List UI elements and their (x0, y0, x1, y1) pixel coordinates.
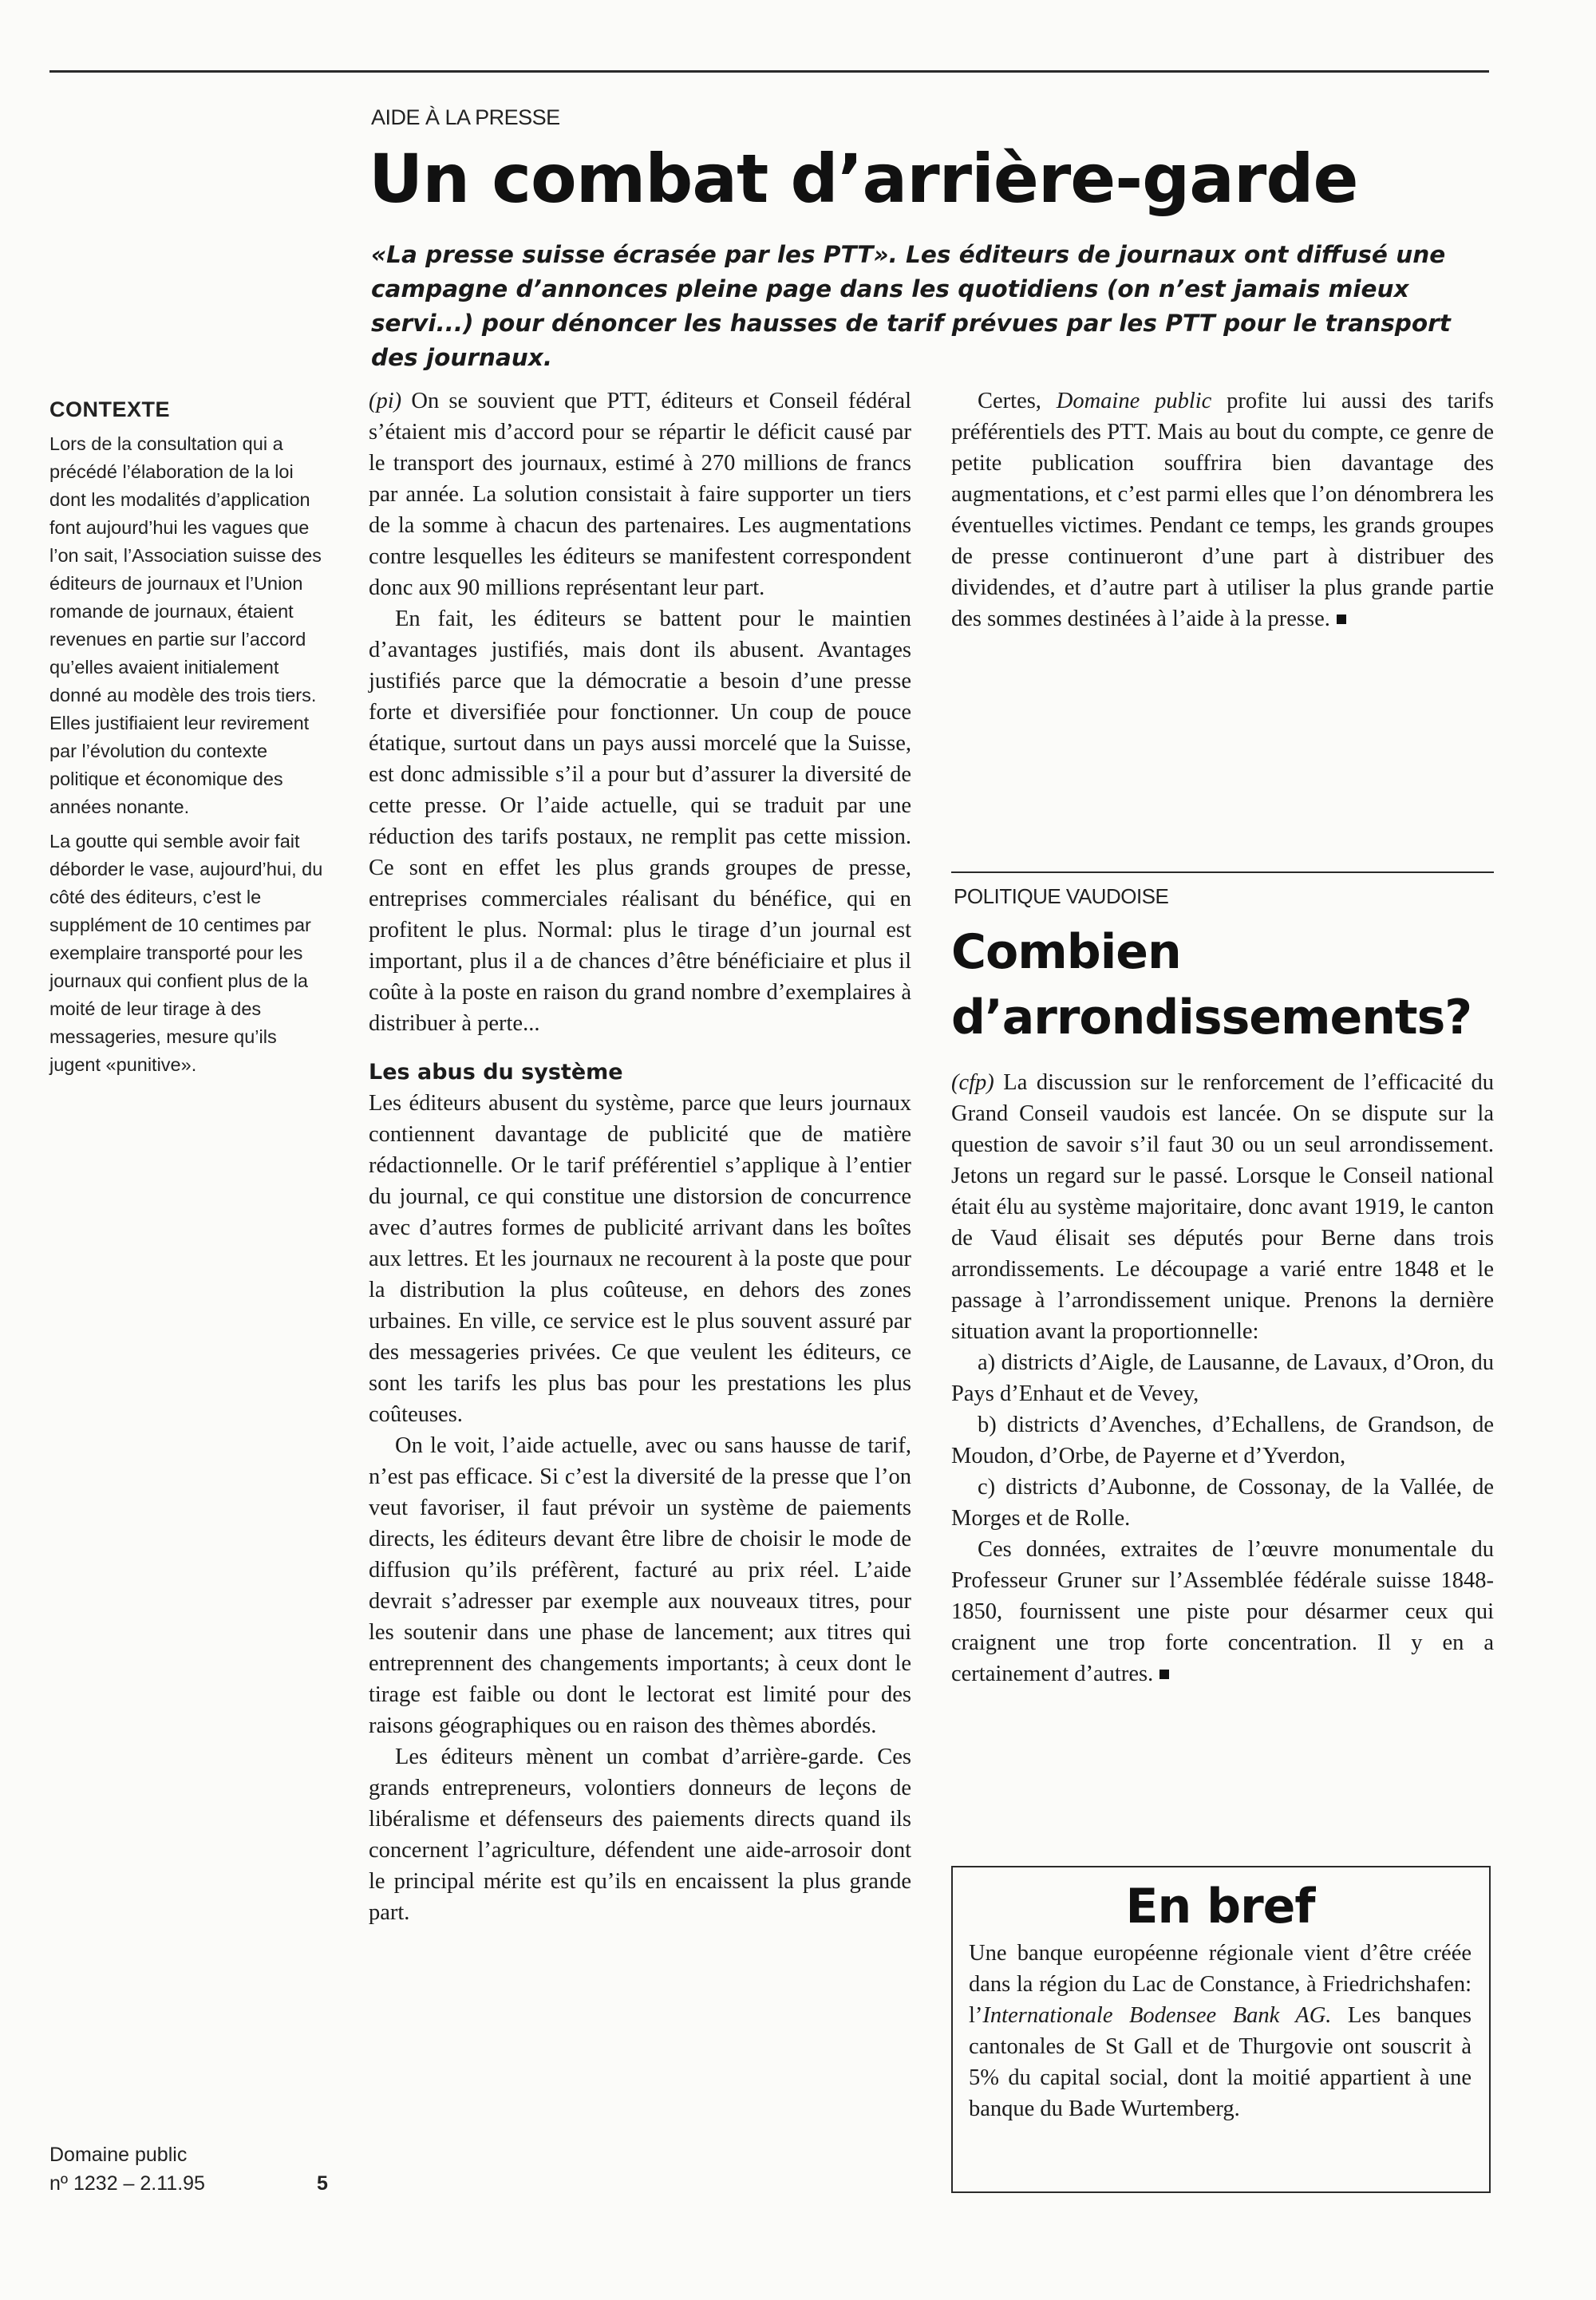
article-kicker: AIDE À LA PRESSE (371, 105, 560, 129)
section-divider (951, 871, 1494, 873)
publication-name: Domaine public (49, 2144, 188, 2166)
end-mark (1159, 1670, 1169, 1679)
sidebar-paragraph: La goutte qui semble avoir fait déborder le vase, aujourd’hui, du côté des éditeurs, c’est le supplément de 10 centimes par exemplaire transporté pour les journaux qui confient plus de la moité de leur tirage à des messageries, mesure qu’ils jugent «punitive». (49, 831, 323, 1075)
bank-name: Internationale Bodensee Bank AG. (982, 2003, 1332, 2028)
article-title: Un combat d’arrière-garde (369, 140, 1358, 218)
article-paragraph: Ces données, extraites de l’œuvre monumentale du Professeur Gruner sur l’Assemblée fédérale suisse 1848-1850, fournissent une piste pour désarmer ceux qui craignent une trop forte concentration. Il y en a certainement d’autres. (951, 1537, 1494, 1686)
publication-reference: Domaine public (1056, 389, 1212, 413)
context-sidebar (49, 396, 323, 1085)
article-column-2 (951, 385, 1494, 634)
article-paragraph: (pi) On se souvient que PTT, éditeurs et Conseil fédéral s’étaient mis d’accord pour se répartir le déficit causé par le transport des journaux, estimé à 270 millions de francs par année. La solution consistait à faire supporter un tiers de la somme à chacun des partenaires. Les augmentations contre lesquelles les éditeurs se manifestent correspondent donc aux 90 millions représentant leur part. (369, 389, 911, 600)
article2-body (951, 1067, 1494, 1689)
article-paragraph: En fait, les éditeurs se battent pour le maintien d’avantages justifiés, mais dont ils abusent. Avantages justifiés parce que la démocratie a besoin d’une presse forte et diversifiée pour fonctionner. Un coup de pouce étatique, surtout dans un pays aussi morcelé que la Suisse, est donc admissible s’il a pour but d’assurer la diversité de cette presse. Or l’aide actuelle, qui se traduit par une réduction des tarifs postaux, ne remplit pas cette mission. Ce sont en effet les plus grands groupes de presse, entreprises commerciales réalisant du bénéfice, qui en profitent le plus. Normal: plus le tirage d’un journal est important, plus il a de chances d’être bénéficiaire et plus il coûte à la poste en raison du grand nombre d’exemplaires à distribuer à perte... (369, 607, 911, 1036)
article-paragraph: On le voit, l’aide actuelle, avec ou sans hausse de tarif, n’est pas efficace. Si c’est la diversité de la presse que l’on veut favoriser, il faut prévoir un système de paiements directs, les éditeurs devant être libre de choisir le mode de diffusion qu’ils préfèrent, facturé au prix réel. L’aide devrait s’adresser par exemple aux nouveaux titres, pour les soutenir dans une phase de lancement; aux titres qui entreprennent des changements importants; à ceux dont le tirage est faible ou dont le lectorat est limité pour des raisons géographiques ou en raison des thèmes abordés. (369, 1433, 911, 1738)
district-list-item: c) districts d’Aubonne, de Cossonay, de la Vallée, de Morges et de Rolle. (951, 1475, 1494, 1531)
article-lead: «La presse suisse écrasée par les PTT». Les éditeurs de journaux ont diffusé une campagne d’annonces pleine page dans les quotidiens (on n’est jamais mieux servi...) pour dénoncer les hausses de tarif prévues par les PTT pour le transport des journaux. (371, 241, 1451, 371)
author-signature: (pi) (369, 389, 402, 413)
article-column-1 (369, 385, 911, 1928)
en-bref-box (951, 1866, 1491, 2193)
end-mark (1337, 615, 1346, 624)
district-list-item: a) districts d’Aigle, de Lausanne, de Lavaux, d’Oron, du Pays d’Enhaut et de Vevey, (951, 1350, 1494, 1406)
sidebar-title: CONTEXTE (49, 397, 171, 421)
district-list-item: b) districts d’Avenches, d’Echallens, de Grandson, de Moudon, d’Orbe, de Payerne et d’Yverdon, (951, 1413, 1494, 1468)
page-number: 5 (317, 2172, 328, 2195)
issue-number: nº 1232 – 2.11.95 (49, 2172, 205, 2195)
article2-kicker: POLITIQUE VAUDOISE (954, 884, 1169, 908)
top-rule (49, 70, 1489, 73)
article-paragraph: (cfp) La discussion sur le renforcement de l’efficacité du Grand Conseil vaudois est lancée. On se dispute sur la question de savoir s’il faut 30 ou un seul arrondissement. Jetons un regard sur le passé. Lorsque le Conseil national était élu au système majoritaire, donc avant 1919, le canton de Vaud élisait ses députés pour Berne dans trois arrondissements. Le découpage a varié entre 1848 et le passage à l’arrondissement unique. Prenons la dernière situation avant la proportionnelle: (951, 1070, 1494, 1344)
article2-title: Combien d’arrondissements? (951, 924, 1472, 1045)
article-subhead: Les abus du système (369, 1060, 623, 1085)
sidebar-paragraph: Lors de la consultation qui a précédé l’élaboration de la loi dont les modalités d’application font aujourd’hui les vagues que l’on sait, l’Association suisse des éditeurs de journaux et l’Union romande de journaux, étaient revenues en partie sur l’accord qu’elles avaient initialement donné au modèle des trois tiers. Elles justifiaient leur revirement par l’évolution du contexte politique et économique des années nonante. (49, 433, 322, 817)
en-bref-text: Une banque européenne régionale vient d’être créée dans la région du Lac de Constance, à Friedrichshafen: l’Internationale Bodensee Bank AG. Les banques cantonales de St Gall et de Thurgovie ont souscrit à 5% du capital social, dont la moitié appartient à une banque du Bade Wurtemberg. (969, 1941, 1472, 2121)
article-paragraph: Certes, Domaine public profite lui aussi des tarifs préférentiels des PTT. Mais au bout du compte, ce genre de petite publication souffrira bien davantage des augmentations, et c’est parmi elles que l’on dénombrera les éventuelles victimes. Pendant ce temps, les grands groupes de presse continueront d’une part à distribuer des dividendes, et d’autre part à utiliser la plus grande partie des sommes destinées à l’aide à la presse. (951, 389, 1495, 631)
publication-footer (49, 2140, 337, 2198)
article-paragraph: Les éditeurs abusent du système, parce que leurs journaux contiennent davantage de publicité que de matière rédactionnelle. Or le tarif préférentiel s’applique à l’entier du journal, ce qui constitue une distorsion de concurrence avec d’autres formes de publicité arrivant dans les boîtes aux lettres. Et les journaux ne recourent à la poste que pour la distribution la plus coûteuse, en dehors des zones urbaines. En ville, ce service est le plus souvent assuré par des messageries privées. Ce que veulent les éditeurs, ce sont les tarifs les plus bas pour les prestations les plus coûteuses. (369, 1091, 911, 1427)
en-bref-title: En bref (1125, 1879, 1315, 1934)
article-paragraph: Les éditeurs mènent un combat d’arrière-garde. Ces grands entrepreneurs, volontiers donneurs de leçons de libéralisme et défenseurs des paiements directs quand ils concernent l’agriculture, défendent une aide-arrosoir dont le principal mérite est qu’ils en encaissent la plus grande part. (369, 1745, 911, 1925)
author-signature: (cfp) (951, 1070, 994, 1095)
